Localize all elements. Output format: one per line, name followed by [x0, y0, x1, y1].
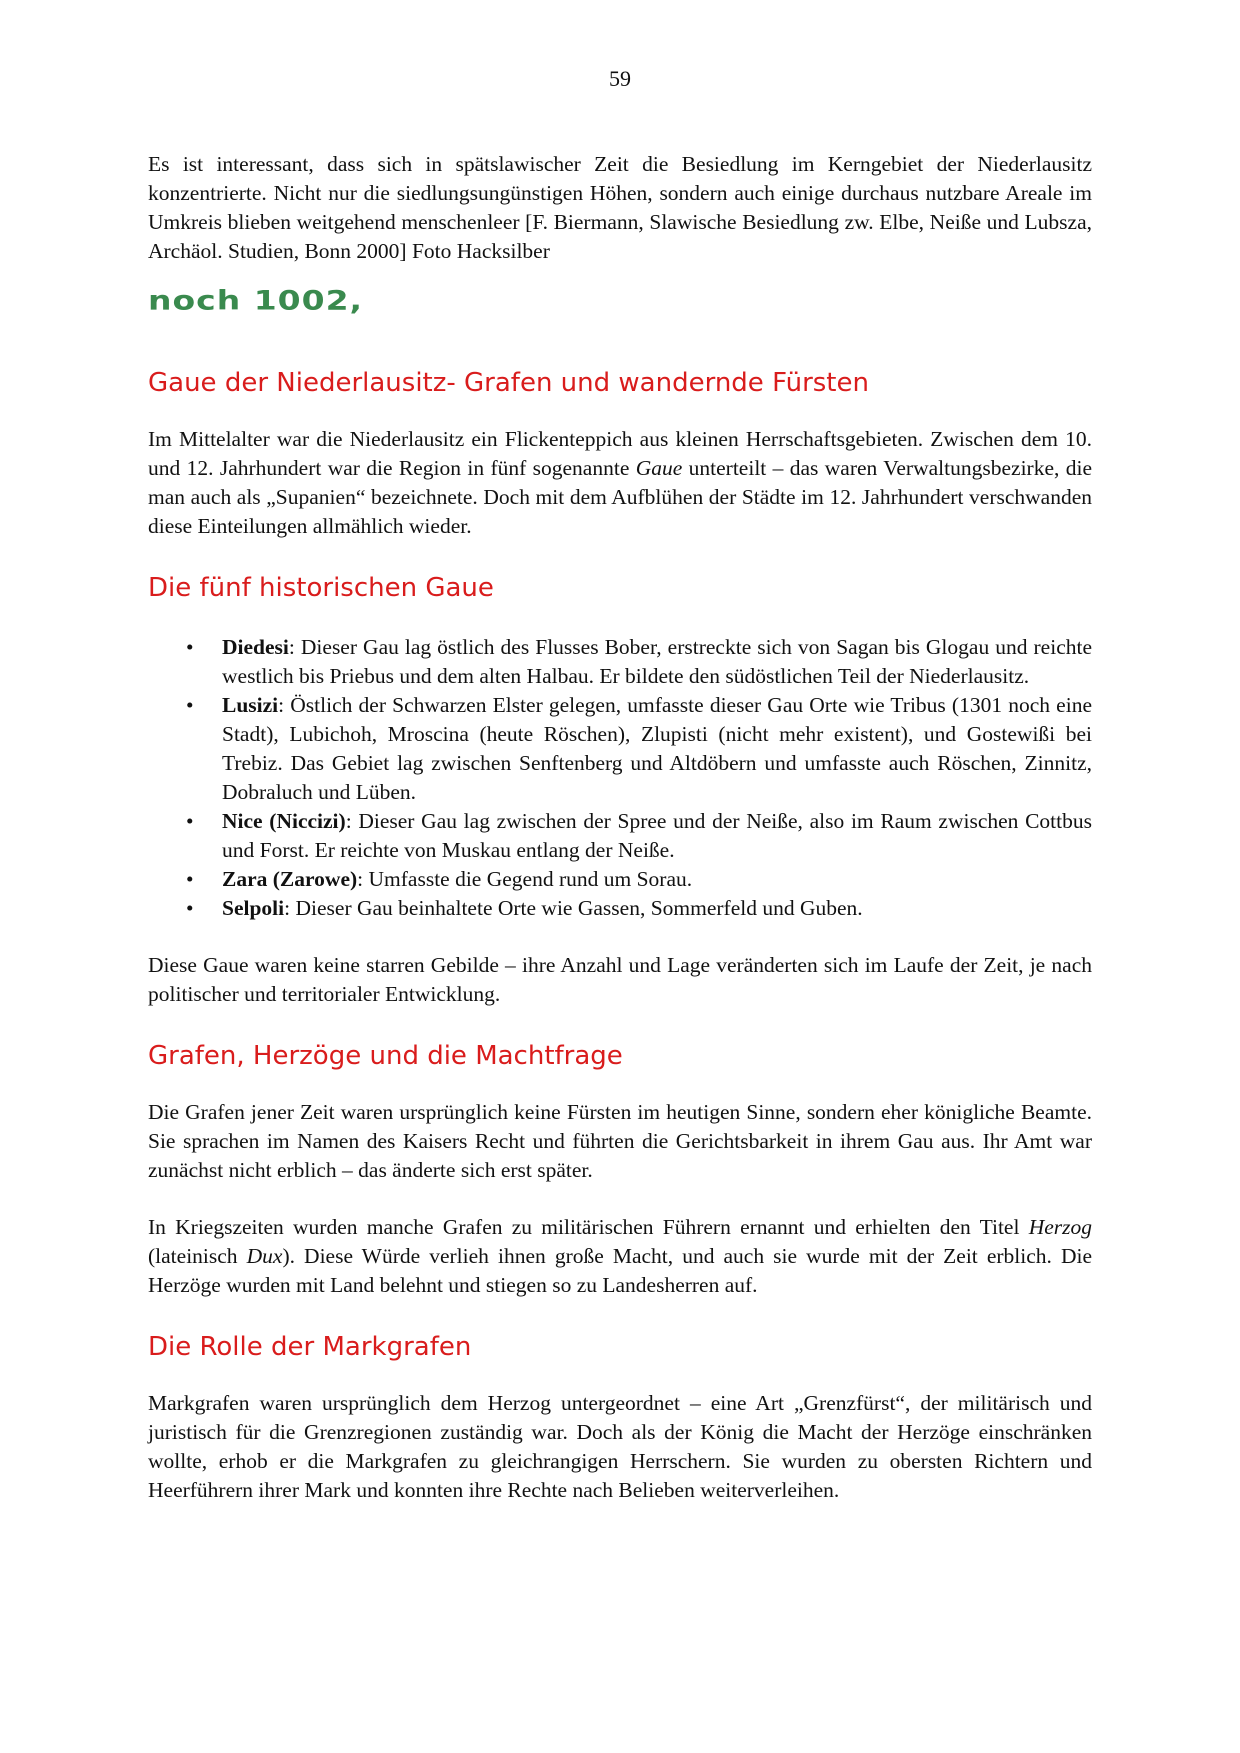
gaue-list — [148, 633, 1092, 923]
grafen-paragraph-2: In Kriegszeiten wurden manche Grafen zu militärischen Führern ernannt und erhielten den Titel Herzog (lateinisch Dux). Diese Würde verlieh ihnen große Macht, und auch sie wurde mit der Zeit erblich. Die Herzöge wurden mit Land belehnt und stiegen so zu Landesherren auf. — [148, 1215, 1092, 1297]
section-heading-grafen: Grafen, Herzöge und die Machtfrage — [148, 1041, 623, 1071]
list-item: • Zara (Zarowe): Umfasste die Gegend rund um Sorau. — [222, 865, 1092, 894]
list-item: • Lusizi: Östlich der Schwarzen Elster gelegen, umfasste dieser Gau Orte wie Tribus (1301 noch eine Stadt), Lubichoh, Mroscina (heute Röschen), Zlupisti (nicht mehr existent), und Gostewißi bei Trebiz. Das Gebiet lag zwischen Senftenberg und Altdöbern und umfasste auch Röschen, Zinnitz, Dobraluch und Lüben. — [222, 691, 1092, 807]
section-gaue-paragraph: Im Mittelalter war die Niederlausitz ein Flickenteppich aus kleinen Herrschaftsgebieten. Zwischen dem 10. und 12. Jahrhundert war die Region in fünf sogenannte Gaue unterteilt – das waren Verwaltungsbezirke, die man auch als „Supanien“ bezeichnete. Doch mit dem Aufblühen der Städte im 12. Jahrhundert verschwanden diese Einteilungen allmählich wieder. — [148, 427, 1092, 538]
gaue-closing-paragraph: Diese Gaue waren keine starren Gebilde – ihre Anzahl und Lage veränderten sich im Laufe der Zeit, je nach politischer und territorialer Entwicklung. — [148, 953, 1092, 1006]
page-content — [148, 150, 1092, 1505]
grafen-paragraph-1: Die Grafen jener Zeit waren ursprünglich keine Fürsten im heutigen Sinne, sondern eher königliche Beamte. Sie sprachen im Namen des Kaisers Recht und führten die Gerichtsbarkeit in ihrem Gau aus. Ihr Amt war zunächst nicht erblich – das änderte sich erst später. — [148, 1100, 1092, 1182]
page-number: 59 — [609, 66, 631, 91]
list-item: • Selpoli: Dieser Gau beinhaltete Orte wie Gassen, Sommerfeld und Guben. — [222, 894, 1092, 923]
list-item: • Nice (Niccizi): Dieser Gau lag zwischen der Spree und der Neiße, also im Raum zwischen Cottbus und Forst. Er reichte von Muskau entlang der Neiße. — [222, 807, 1092, 865]
section-heading-markgrafen: Die Rolle der Markgrafen — [148, 1332, 472, 1362]
chapter-mark: noch 1002, — [148, 283, 364, 316]
section-heading-gaue: Gaue der Niederlausitz- Grafen und wandernde Fürsten — [148, 368, 869, 398]
intro-paragraph: Es ist interessant, dass sich in spätslawischer Zeit die Besiedlung im Kerngebiet der Niederlausitz konzentrierte. Nicht nur die siedlungsungünstigen Höhen, sondern auch einige durchaus nutzbare Areale im Umkreis blieben weitgehend menschenleer [F. Biermann, Slawische Besiedlung zw. Elbe, Neiße und Lubsza, Archäol. Studien, Bonn 2000] Foto Hacksilber — [148, 152, 1092, 263]
section-heading-fuenf-gaue: Die fünf historischen Gaue — [148, 573, 494, 603]
markgrafen-paragraph: Markgrafen waren ursprünglich dem Herzog untergeordnet – eine Art „Grenzfürst“, der militärisch und juristisch für die Grenzregionen zuständig war. Doch als der König die Macht der Herzöge einschränken wollte, erhob er die Markgrafen zu gleichrangigen Herrschern. Sie wurden zu obersten Richtern und Heerführern ihrer Mark und konnten ihre Rechte nach Belieben weiterverleihen. — [148, 1391, 1092, 1502]
list-item: • Diedesi: Dieser Gau lag östlich des Flusses Bober, erstreckte sich von Sagan bis Glogau und reichte westlich bis Priebus und dem alten Halbau. Er bildete den südöstlichen Teil der Niederlausitz. — [222, 633, 1092, 691]
